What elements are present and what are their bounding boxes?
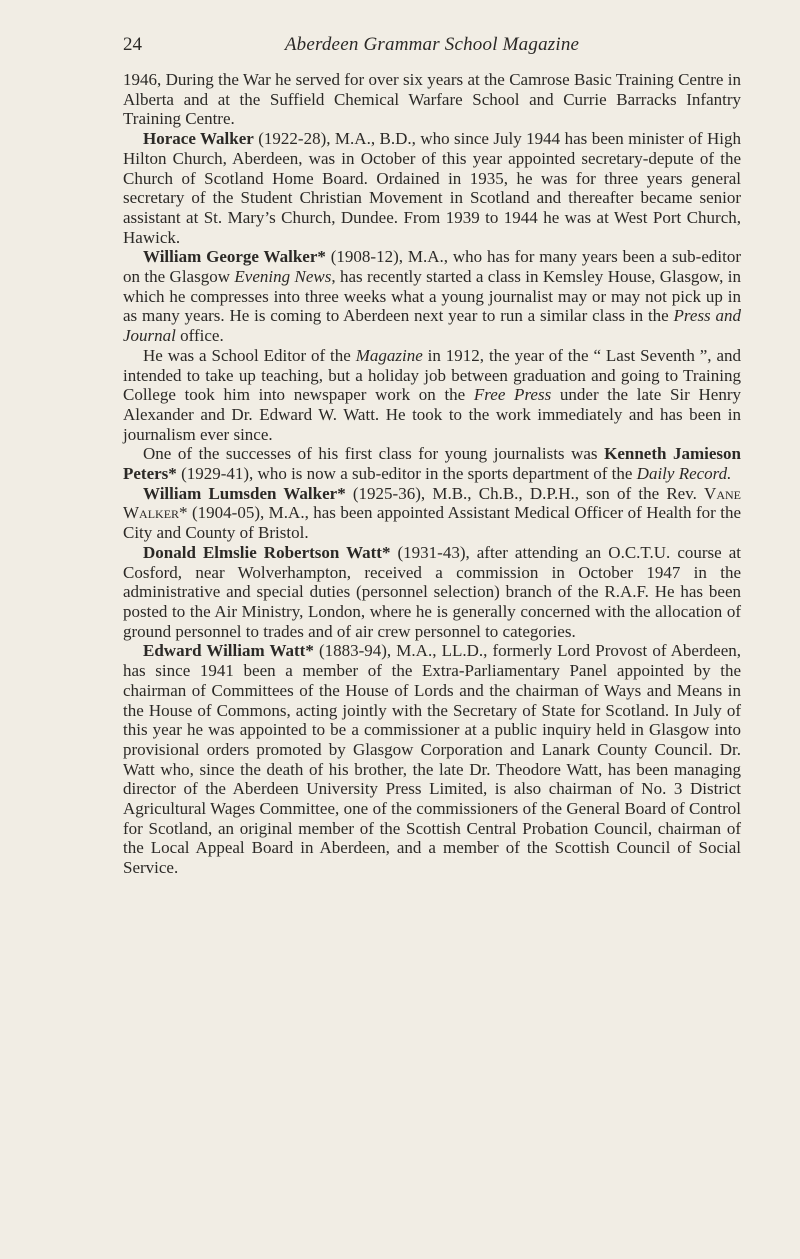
paragraph-text: (1925-36), M.B., Ch.B., D.P.H., son of the Rev. xyxy=(345,483,705,503)
publication-title: Free Press xyxy=(473,385,552,405)
person-name: William Lumsden Walker* xyxy=(143,483,346,503)
publication-title: Evening News xyxy=(234,267,332,287)
running-head xyxy=(123,34,741,64)
paragraph-text: 1946, During the War he served for over six years at the Camrose Basic Training Centre in Alberta and at the Suffield Chemical Warfare School and Currie Barracks Infantry Training Centre. xyxy=(123,70,741,129)
entry-william-lumsden-walker xyxy=(123,484,741,543)
paragraph-text: (1922-28), M.A., B.D., who since July 1944 has been minister of High Hilton Church, Aberdeen, was in October of this year appointed secretary-depute of the Church of Scotland Home Board. Ordained in 1935, he was for three years general secretary of the Student Christian Movement in Scotland and thereafter became senior assistant at St. Mary’s Church, Dundee. From 1939 to 1944 he was at West Port Church, Hawick. xyxy=(123,129,741,247)
paragraph-text: in 1912, the year of the “ Last Seventh ”, and intended to take up teaching, but a holiday job between graduation and going to Training College took him into newspaper work on the xyxy=(123,345,741,405)
paragraph-text: office. xyxy=(175,326,224,346)
entry-horace-walker xyxy=(123,129,741,247)
paragraph-text: He was a School Editor of the xyxy=(143,345,356,365)
person-name-small-caps: Vane Walker* xyxy=(123,483,741,523)
paragraph-text: (1883-94), M.A., LL.D., formerly Lord Provost of Aberdeen, has since 1941 been a member of the Extra-Parliamentary Panel appointed by the chairman of Committees of the House of Lords and the chairman of Ways and Means in the House of Commons, acting jointly with the Secretary of State for Scotland. In July of this year he was appointed to be a commissioner at a public inquiry held in Glasgow into provisional orders promoted by Glasgow Corporation and Lanark County Council. Dr. Watt who, since the death of his brother, the late Dr. Theodore Watt, has been managing director of the Aberdeen University Press Limited, is also chairman of No. 3 District Agricultural Wages Committee, one of the commissioners of the General Board of Control for Scotland, an original member of the Scottish Central Probation Council, chairman of the Local Appeal Board in Aberdeen, and a member of the Scottish Council of Social Service. xyxy=(123,641,741,878)
paragraph-school-editor xyxy=(123,346,741,445)
paragraph-text: , has recently started a class in Kemsley House, Glasgow, in which he compresses into three weeks what a young journalist may or may not pick up in as many years. He is coming to Aberdeen next year to run a similar class in the xyxy=(123,267,741,326)
paragraph-text: (1931-43), after attending an O.C.T.U. course at Cosford, near Wolverhampton, received a commission in October 1947 in the administrative and special duties (personnel selection) branch of the R.A.F. He has been posted to the Air Ministry, London, where he is generally concerned with the allocation of ground personnel to trades and of air crew personnel to categories. xyxy=(123,542,742,641)
article-body xyxy=(123,70,741,878)
paragraph-continued xyxy=(123,70,741,129)
paragraph-text: One of the successes of his first class for young journalists was xyxy=(143,444,605,464)
entry-kenneth-jamieson-peters xyxy=(123,444,741,483)
person-name: Kenneth Jamieson Peters* xyxy=(123,444,742,484)
paragraph-text: (1904-05), M.A., has been appointed Assistant Medical Officer of Health for the City and County of Bristol. xyxy=(123,503,741,543)
page-number: 24 xyxy=(123,34,142,55)
entry-william-george-walker xyxy=(123,247,741,346)
person-name: Donald Elmslie Robertson Watt* xyxy=(143,542,391,562)
person-name: William George Walker* xyxy=(143,247,326,267)
person-name: Edward William Watt* xyxy=(143,641,314,661)
publication-title: Press and Journal xyxy=(123,306,741,346)
person-name: Horace Walker xyxy=(143,129,254,149)
entry-donald-elmslie-robertson-watt xyxy=(123,543,741,642)
paragraph-text: (1908-12), M.A., who has for many years been a sub-editor on the Glasgow xyxy=(123,247,741,287)
publication-title: Magazine xyxy=(355,345,423,365)
paragraph-text: (1929-41), who is now a sub-editor in the sports department of the xyxy=(176,464,637,484)
journal-title: Aberdeen Grammar School Magazine xyxy=(284,34,580,55)
paragraph-text: under the late Sir Henry Alexander and Dr. Edward W. Watt. He took to the work immediately and has been in journalism ever since. xyxy=(123,385,741,444)
publication-title: Daily Record. xyxy=(636,464,732,484)
entry-edward-william-watt xyxy=(123,641,741,877)
